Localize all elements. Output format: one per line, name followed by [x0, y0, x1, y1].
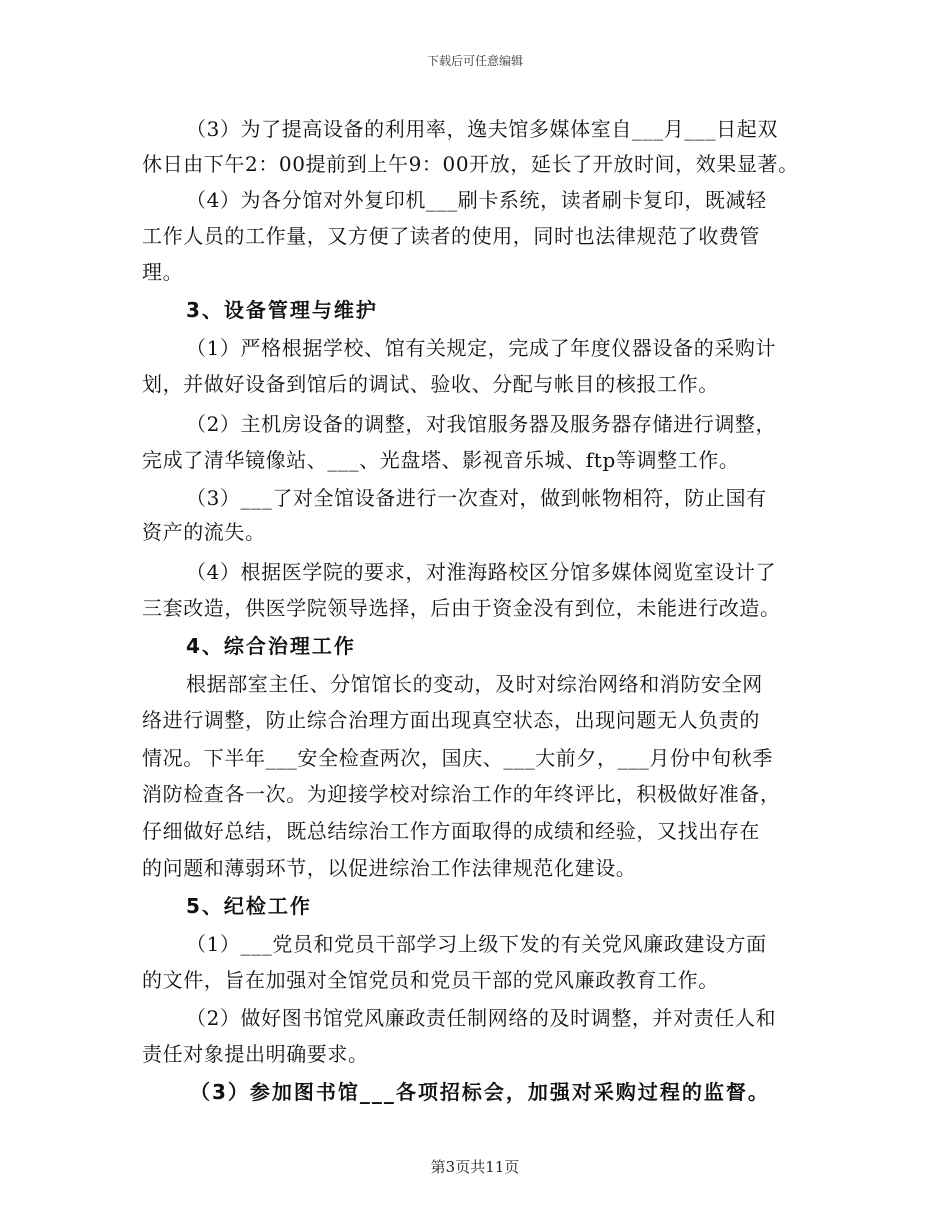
paragraph-line: 的文件，旨在加强对全馆党员和党员干部的党风廉政教育工作。 — [142, 968, 719, 992]
page-number: 第3页共11页 — [430, 1158, 520, 1176]
paragraph-line: 责任对象提出明确要求。 — [142, 1042, 369, 1066]
paragraph-line: 消防检查各一次。为迎接学校对综治工作的年终评比，积极做好准备， — [142, 782, 781, 806]
paragraph-line: 工作人员的工作量，又方便了读者的使用，同时也法律规范了收费管 — [142, 224, 760, 248]
paragraph-line: 划，并做好设备到馆后的调试、验收、分配与帐目的核报工作。 — [142, 372, 719, 396]
paragraph-line: （4）根据医学院的要求，对淮海路校区分馆多媒体阅览室设计了 — [186, 560, 777, 584]
paragraph-line: 仔细做好总结，既总结综治工作方面取得的成绩和经验，又找出存在 — [142, 819, 760, 843]
paragraph-line: 三套改造，供医学院领导选择，后由于资金没有到位，未能进行改造。 — [142, 596, 781, 620]
paragraph-line: （4）为各分馆对外复印机___刷卡系统，读者刷卡复印，既减轻 — [186, 188, 767, 212]
paragraph-line: （3）___了对全馆设备进行一次查对，做到帐物相符，防止国有 — [186, 486, 767, 510]
page-header: 下载后可任意编辑 — [426, 54, 523, 68]
paragraph-line: 休日由下午2：00提前到上午9：00开放，延长了开放时间，效果显著。 — [142, 152, 799, 176]
paragraph-line: （3）为了提高设备的利用率，逸夫馆多媒体室自___月___日起双 — [186, 117, 778, 141]
paragraph-line: 根据部室主任、分馆馆长的变动，及时对综治网络和消防安全网 — [186, 672, 763, 696]
paragraph-line: （1）___党员和党员干部学习上级下发的有关党风廉政建设方面 — [186, 932, 767, 956]
section-heading: 5、纪检工作 — [186, 894, 312, 918]
section-heading: 3、设备管理与维护 — [186, 298, 378, 322]
paragraph-line: 完成了清华镜像站、___、光盘塔、影视音乐城、ftp等调整工作。 — [142, 448, 740, 472]
paragraph-line: 络进行调整，防止综合治理方面出现真空状态，出现问题无人负责的 — [142, 708, 760, 732]
paragraph-line: 资产的流失。 — [142, 520, 266, 544]
paragraph-line: 情况。下半年___安全检查两次，国庆、___大前夕，___月份中旬秋季 — [142, 746, 773, 770]
paragraph-line: 理。 — [142, 260, 184, 284]
paragraph-line: 的问题和薄弱环节，以促进综治工作法律规范化建设。 — [142, 856, 637, 880]
paragraph-line: （3）参加图书馆___各项招标会，加强对采购过程的监督。 — [190, 1080, 770, 1104]
section-heading: 4、综合治理工作 — [186, 634, 356, 658]
paragraph-line: （1）严格根据学校、馆有关规定，完成了年度仪器设备的采购计 — [186, 336, 777, 360]
paragraph-line: （2）做好图书馆党风廉政责任制网络的及时调整，并对责任人和 — [186, 1006, 777, 1030]
paragraph-line: （2）主机房设备的调整，对我馆服务器及服务器存储进行调整， — [186, 412, 777, 436]
